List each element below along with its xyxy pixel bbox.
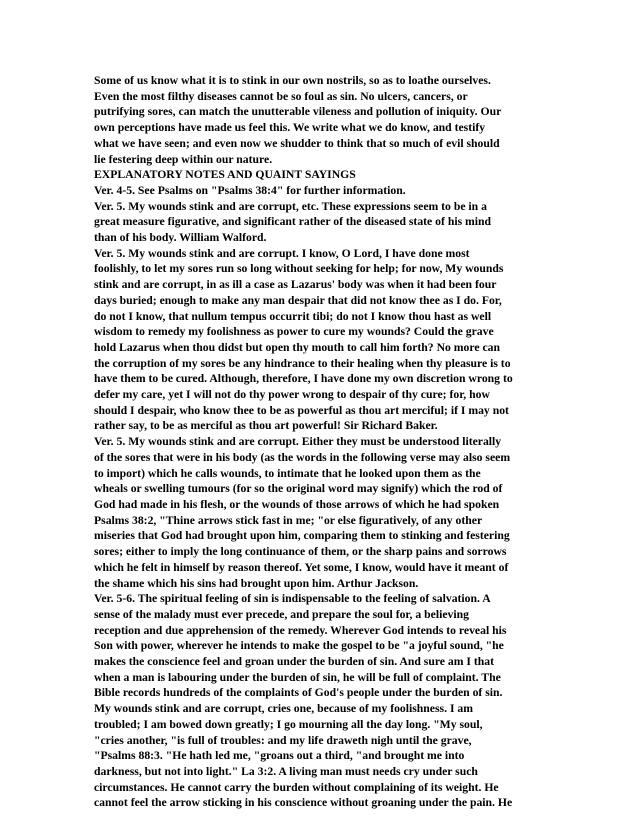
text-line: Son with power, wherever he intends to make the gospel to be "a joyful sound, "he [94, 639, 504, 653]
text-line: should I despair, who know thee to be as powerful as thou art merciful; if I may not [94, 403, 509, 417]
text-line: when a man is labouring under the burden of sin, he will be full of complaint. The [94, 670, 501, 684]
text-line: foolishly, to let my sores run so long without seeking for help; for now, My wounds [94, 262, 504, 276]
text-line: wisdom to remedy my foolishness as power to cure my wounds? Could the grave [94, 325, 494, 339]
text-line: EXPLANATORY NOTES AND QUAINT SAYINGS [94, 168, 356, 182]
text-line: Ver. 5. My wounds stink and are corrupt, etc. These expressions seem to be in a [94, 199, 487, 213]
text-line: Ver. 5-6. The spiritual feeling of sin is indispensable to the feeling of salvation. A [94, 592, 491, 606]
text-line: "cries another, "is full of troubles: and my life draweth nigh until the grave, [94, 733, 472, 747]
text-line: wheals or swelling tumours (for so the original word may signify) which the rod of [94, 482, 503, 496]
document-page [94, 73, 554, 811]
text-line: sores; either to imply the long continuance of them, or the sharp pains and sorrows [94, 545, 507, 559]
text-line: hold Lazarus when thou didst but open thy mouth to call him forth? No more can [94, 340, 500, 354]
text-line: defer my care, yet I will not do thy power wrong to despair of thy cure; for, how [94, 388, 490, 402]
text-line: to import) which he calls wounds, to intimate that he looked upon them as the [94, 466, 481, 480]
text-line: of the sores that were in his body (as the words in the following verse may also seem [94, 450, 511, 464]
text-line: God had made in his flesh, or the wounds of those arrows of which he had spoken [94, 497, 500, 511]
text-line: what we have seen; and even now we shudder to think that so much of evil should [94, 136, 500, 150]
text-line: Even the most filthy diseases cannot be so foul as sin. No ulcers, cancers, or [94, 89, 468, 103]
text-line: Bible records hundreds of the complaints of God's people under the burden of sin. [94, 686, 503, 700]
text-line: rather say, to be as merciful as thou art powerful! Sir Richard Baker. [94, 419, 438, 433]
text-line: than of his body. William Walford. [94, 231, 267, 245]
text-line: Some of us know what it is to stink in our own nostrils, so as to loathe ourselves. [94, 74, 491, 87]
text-line: own perceptions have made us feel this. We write what we do know, and testify [94, 121, 486, 135]
text-line: My wounds stink and are corrupt, cries one, because of my foolishness. I am [94, 702, 473, 716]
text-line: darkness, but not into light." La 3:2. A living man must needs cry under such [94, 764, 478, 778]
text-line: makes the conscience feel and groan under the burden of sin. And sure am I that [94, 655, 494, 669]
text-line: days buried; enough to make any man despair that did not know thee as I do. For, [94, 293, 502, 307]
text-line: cannot feel the arrow sticking in his conscience without groaning under the pain. He [94, 796, 513, 810]
text-line: reception and due apprehension of the remedy. Wherever God intends to reveal his [94, 623, 507, 637]
text-line: do not I know, that nullum tempus occurrit tibi; do not I know thou hast as well [94, 309, 492, 323]
text-line: putrifying sores, can match the unutterable vileness and pollution of iniquity. Our [94, 105, 502, 119]
text-line: Ver. 5. My wounds stink and are corrupt. I know, O Lord, I have done most [94, 246, 470, 260]
text-line: lie festering deep within our nature. [94, 152, 273, 166]
text-line: Psalms 38:2, "Thine arrows stick fast in me; "or else figuratively, of any other [94, 513, 483, 527]
text-line: have them to be cured. Although, therefore, I have done my own discretion wrong to [94, 372, 513, 386]
text-line: great measure figurative, and significant rather of the diseased state of his mind [94, 215, 492, 229]
text-line: "Psalms 88:3. "He hath led me, "groans out a third, "and brought me into [94, 749, 465, 763]
text-line: sense of the malady must ever precede, and prepare the soul for, a believing [94, 607, 469, 621]
text-line: Ver. 4-5. See Psalms on "Psalms 38:4" for further information. [94, 183, 406, 197]
text-line: stink and are corrupt, in as ill a case as Lazarus' body was when it had been four [94, 278, 497, 292]
text-line: troubled; I am bowed down greatly; I go mourning all the day long. "My soul, [94, 717, 483, 731]
text-line: miseries that God had brought upon him, comparing them to stinking and festering [94, 529, 510, 543]
text-line: the corruption of my sores be any hindrance to their healing when thy pleasure is to [94, 356, 511, 370]
text-line: circumstances. He cannot carry the burden without complaining of its weight. He [94, 780, 499, 794]
text-line: Ver. 5. My wounds stink and are corrupt. Either they must be understood literally [94, 435, 502, 449]
text-line: which he felt in himself by reason thereof. Yet some, I know, would have it meant of [94, 560, 509, 574]
text-line: the shame which his sins had brought upon him. Arthur Jackson. [94, 576, 419, 590]
